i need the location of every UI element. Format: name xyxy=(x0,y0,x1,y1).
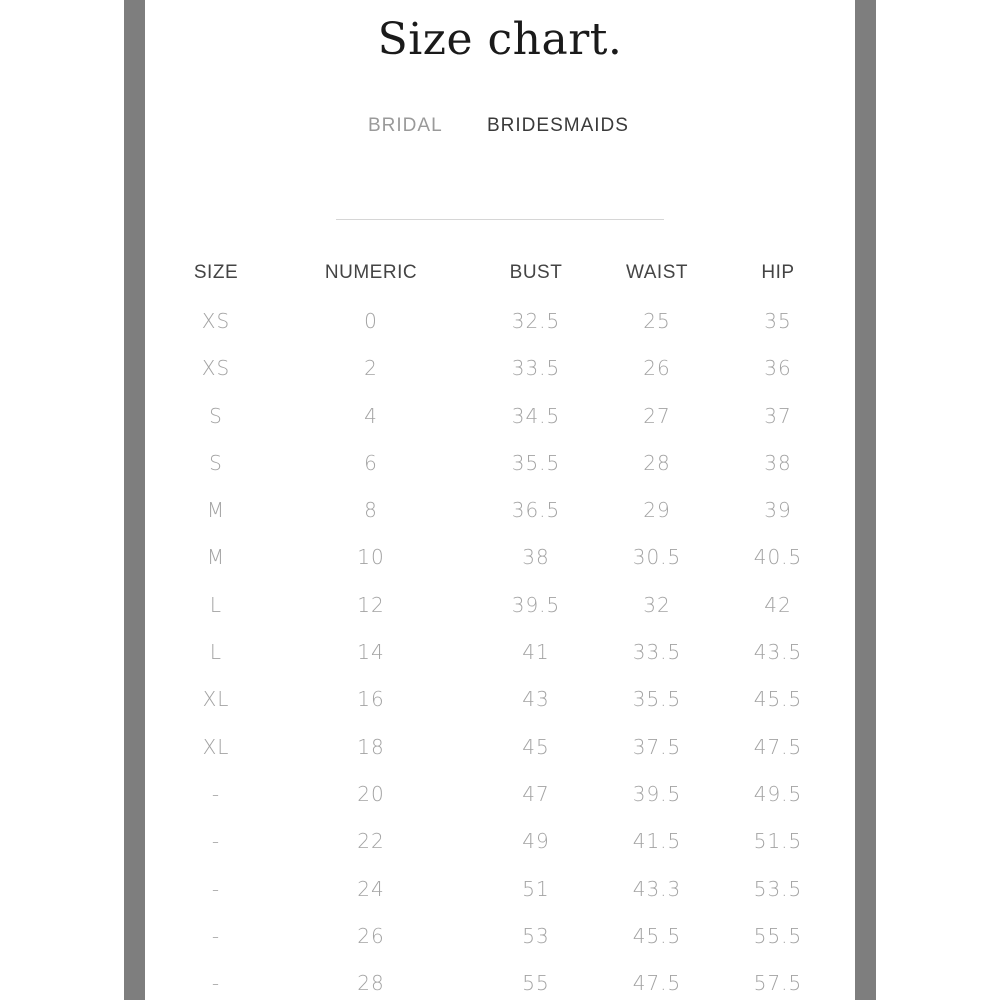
page-title: Size chart. xyxy=(377,14,623,65)
cell-size: S xyxy=(209,450,223,475)
cell-size: L xyxy=(209,592,223,617)
header-size: SIZE xyxy=(193,262,239,283)
table-row xyxy=(0,921,1000,968)
cell-hip: 42 xyxy=(764,592,792,617)
cell-hip: 51.5 xyxy=(753,829,803,854)
cell-size: L xyxy=(209,640,223,665)
cell-numeric: 18 xyxy=(357,734,385,759)
table-header-row xyxy=(0,262,1000,288)
cell-bust: 32.5 xyxy=(511,309,561,333)
cell-size: - xyxy=(211,971,221,996)
cell-numeric: 16 xyxy=(357,687,385,712)
table-body xyxy=(0,306,1000,1000)
table-row xyxy=(0,353,1000,400)
tab-bridal[interactable]: BRIDAL xyxy=(368,115,443,136)
table-row xyxy=(0,306,1000,353)
cell-bust: 36.5 xyxy=(511,498,561,523)
table-row xyxy=(0,779,1000,826)
cell-waist: 43.3 xyxy=(632,876,682,901)
table-row xyxy=(0,401,1000,448)
cell-waist: 30.5 xyxy=(632,545,682,570)
cell-waist: 47.5 xyxy=(632,971,682,996)
cell-numeric: 22 xyxy=(357,829,385,854)
table-row xyxy=(0,495,1000,542)
cell-waist: 32 xyxy=(643,592,671,617)
cell-hip: 36 xyxy=(764,356,792,381)
cell-size: M xyxy=(206,545,226,570)
cell-waist: 33.5 xyxy=(632,640,682,665)
cell-hip: 47.5 xyxy=(753,734,803,759)
tab-divider xyxy=(336,219,664,220)
cell-bust: 34.5 xyxy=(511,403,561,428)
cell-size: - xyxy=(211,923,221,948)
cell-bust: 38 xyxy=(522,545,550,570)
cell-waist: 41.5 xyxy=(632,829,682,854)
cell-hip: 57.5 xyxy=(753,971,803,996)
table-row xyxy=(0,732,1000,779)
table-row xyxy=(0,874,1000,921)
cell-bust: 45 xyxy=(522,734,550,759)
cell-numeric: 26 xyxy=(357,923,385,948)
cell-numeric: 6 xyxy=(364,450,378,475)
cell-hip: 38 xyxy=(764,450,792,475)
cell-hip: 53.5 xyxy=(753,876,803,901)
cell-hip: 49.5 xyxy=(753,781,803,806)
table-row xyxy=(0,590,1000,637)
cell-waist: 28 xyxy=(643,450,671,475)
cell-waist: 29 xyxy=(643,498,671,523)
cell-bust: 51 xyxy=(522,876,550,901)
cell-waist: 45.5 xyxy=(632,923,682,948)
cell-numeric: 0 xyxy=(364,309,378,333)
cell-bust: 43 xyxy=(522,687,550,712)
cell-bust: 41 xyxy=(522,640,550,665)
cell-numeric: 2 xyxy=(364,356,378,381)
cell-size: - xyxy=(211,829,221,854)
cell-bust: 47 xyxy=(522,781,550,806)
cell-bust: 53 xyxy=(522,923,550,948)
header-bust: BUST xyxy=(509,262,563,283)
header-numeric: NUMERIC xyxy=(324,262,418,283)
cell-waist: 27 xyxy=(643,403,671,428)
cell-hip: 45.5 xyxy=(753,687,803,712)
cell-numeric: 28 xyxy=(357,971,385,996)
cell-waist: 37.5 xyxy=(632,734,682,759)
cell-hip: 37 xyxy=(764,403,792,428)
cell-size: - xyxy=(211,781,221,806)
cell-numeric: 24 xyxy=(357,876,385,901)
cell-size: XS xyxy=(201,309,231,333)
table-row xyxy=(0,637,1000,684)
tab-bar xyxy=(0,115,1000,145)
table-row xyxy=(0,542,1000,589)
cell-hip: 43.5 xyxy=(753,640,803,665)
header-hip: HIP xyxy=(761,262,795,283)
table-row xyxy=(0,684,1000,731)
cell-waist: 39.5 xyxy=(632,781,682,806)
cell-bust: 55 xyxy=(522,971,550,996)
cell-numeric: 14 xyxy=(357,640,385,665)
cell-numeric: 4 xyxy=(364,403,378,428)
cell-bust: 33.5 xyxy=(511,356,561,381)
cell-bust: 39.5 xyxy=(511,592,561,617)
cell-bust: 35.5 xyxy=(511,450,561,475)
cell-waist: 35.5 xyxy=(632,687,682,712)
cell-hip: 40.5 xyxy=(753,545,803,570)
cell-size: S xyxy=(209,403,223,428)
cell-numeric: 12 xyxy=(357,592,385,617)
cell-size: XL xyxy=(202,734,230,759)
cell-hip: 55.5 xyxy=(753,923,803,948)
tab-bridesmaids[interactable]: BRIDESMAIDS xyxy=(487,115,629,136)
cell-hip: 39 xyxy=(764,498,792,523)
cell-bust: 49 xyxy=(522,829,550,854)
header-waist: WAIST xyxy=(626,262,688,283)
cell-size: XS xyxy=(201,356,231,381)
cell-size: XL xyxy=(202,687,230,712)
table-row xyxy=(0,968,1000,1000)
cell-waist: 26 xyxy=(643,356,671,381)
cell-numeric: 20 xyxy=(357,781,385,806)
cell-waist: 25 xyxy=(643,309,671,333)
table-row xyxy=(0,448,1000,495)
table-row xyxy=(0,826,1000,873)
cell-size: M xyxy=(206,498,226,523)
cell-hip: 35 xyxy=(764,309,792,333)
cell-size: - xyxy=(211,876,221,901)
cell-numeric: 10 xyxy=(357,545,385,570)
cell-numeric: 8 xyxy=(364,498,378,523)
